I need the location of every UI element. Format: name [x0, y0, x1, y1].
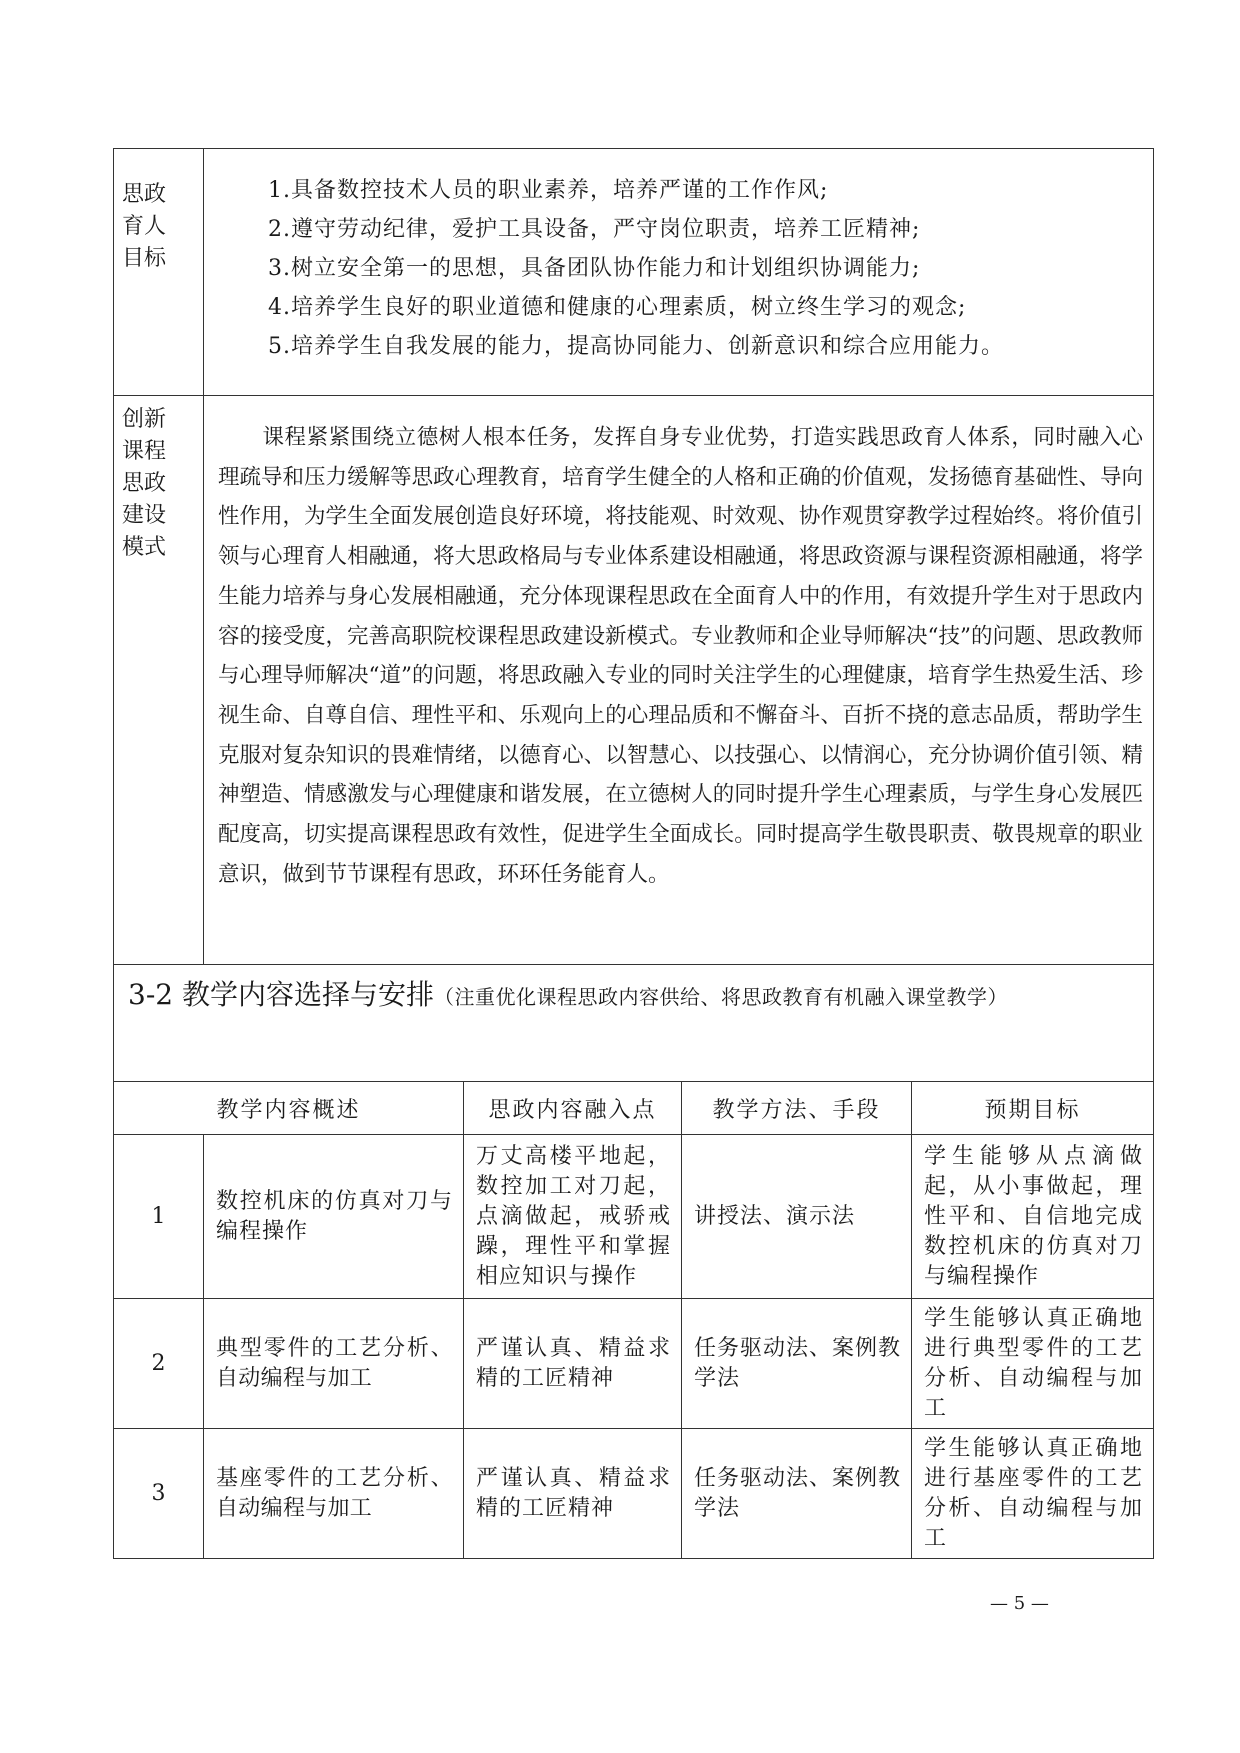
goal-item: 4.培养学生良好的职业道德和健康的心理素质，树立终生学习的观念;: [268, 295, 967, 320]
row-ideology: 严谨认真、精益求精的工匠精神: [464, 1429, 682, 1559]
goal-item: 1.具备数控技术人员的职业素养，培养严谨的工作作风;: [268, 178, 829, 203]
header-content-overview: 教学内容概述: [114, 1082, 464, 1135]
ideological-goals-label: 思政 育人 目标: [114, 149, 204, 396]
innovation-model-label: 创新 课程 思政 建设 模式: [114, 396, 204, 965]
section-title: 3-2 教学内容选择与安排（注重优化课程思政内容供给、将思政教育有机融入课堂教学）: [128, 978, 1008, 1011]
section-heading-cell: [114, 965, 1154, 1082]
table-row: [114, 1299, 1154, 1429]
row-ideology: 万丈高楼平地起，数控加工对刀起，点滴做起，戒骄戒躁，理性平和掌握相应知识与操作: [464, 1135, 682, 1299]
row-number: 1: [114, 1135, 204, 1299]
goal-item: 5.培养学生自我发展的能力，提高协同能力、创新意识和综合应用能力。: [268, 334, 1004, 359]
section-heading-row: [114, 965, 1154, 1082]
document-page: [113, 148, 1153, 1559]
content-table-header: [114, 1082, 1154, 1135]
ideological-goals-list: [204, 149, 1154, 396]
course-table: [113, 148, 1154, 1559]
header-ideology-point: 思政内容融入点: [464, 1082, 682, 1135]
row-goal: 学生能够认真正确地进行典型零件的工艺分析、自动编程与加工: [912, 1299, 1154, 1429]
row-method: 任务驱动法、案例教学法: [682, 1299, 912, 1429]
innovation-model-text: 课程紧紧围绕立德树人根本任务，发挥自身专业优势，打造实践思政育人体系，同时融入心理疏导和压力缓解等思政心理教育，培育学生健全的人格和正确的价值观，发扬德育基础性、导向性作用，为学生全面发展创造良好环境，将技能观、时效观、协作观贯穿教学过程始终。将价值引领与心理育人相融通，将大思政格局与专业体系建设相融通，将思政资源与课程资源相融通，将学生能力培养与身心发展相融通，充分体现课程思政在全面育人中的作用，有效提升学生对于思政内容的接受度，完善高职院校课程思政建设新模式。专业教师和企业导师解决“技”的问题、思政教师与心理导师解决“道”的问题，将思政融入专业的同时关注学生的心理健康，培育学生热爱生活、珍视生命、自尊自信、理性平和、乐观向上的心理品质和不懈奋斗、百折不挠的意志品质，帮助学生克服对复杂知识的畏难情绪，以德育心、以智慧心、以技强心、以情润心，充分协调价值引领、精神塑造、情感激发与心理健康和谐发展，在立德树人的同时提升学生心理素质，与学生身心发展匹配度高，切实提高课程思政有效性，促进学生全面成长。同时提高学生敬畏职责、敬畏规章的职业意识，做到节节课程有思政，环环任务能育人。: [204, 396, 1154, 965]
row-content: 典型零件的工艺分析、自动编程与加工: [204, 1299, 464, 1429]
table-row: [114, 1429, 1154, 1559]
row-content: 数控机床的仿真对刀与编程操作: [204, 1135, 464, 1299]
row-number: 3: [114, 1429, 204, 1559]
goal-item: 3.树立安全第一的思想，具备团队协作能力和计划组织协调能力;: [268, 256, 921, 281]
row-method: 讲授法、演示法: [682, 1135, 912, 1299]
goal-item: 2.遵守劳动纪律，爱护工具设备，严守岗位职责，培养工匠精神;: [268, 217, 921, 242]
row-content: 基座零件的工艺分析、自动编程与加工: [204, 1429, 464, 1559]
page-number: — 5 —: [990, 1593, 1049, 1614]
row-goal: 学生能够认真正确地进行基座零件的工艺分析、自动编程与加工: [912, 1429, 1154, 1559]
table-row: [114, 1135, 1154, 1299]
row-goal: 学生能够从点滴做起，从小事做起，理性平和、自信地完成数控机床的仿真对刀与编程操作: [912, 1135, 1154, 1299]
header-expected-goal: 预期目标: [912, 1082, 1154, 1135]
row-method: 任务驱动法、案例教学法: [682, 1429, 912, 1559]
innovation-model-row: [114, 396, 1154, 965]
row-ideology: 严谨认真、精益求精的工匠精神: [464, 1299, 682, 1429]
header-teaching-method: 教学方法、手段: [682, 1082, 912, 1135]
row-number: 2: [114, 1299, 204, 1429]
section-subtitle: （注重优化课程思政内容供给、将思政教育有机融入课堂教学）: [434, 985, 1008, 1009]
ideological-goals-row: [114, 149, 1154, 396]
